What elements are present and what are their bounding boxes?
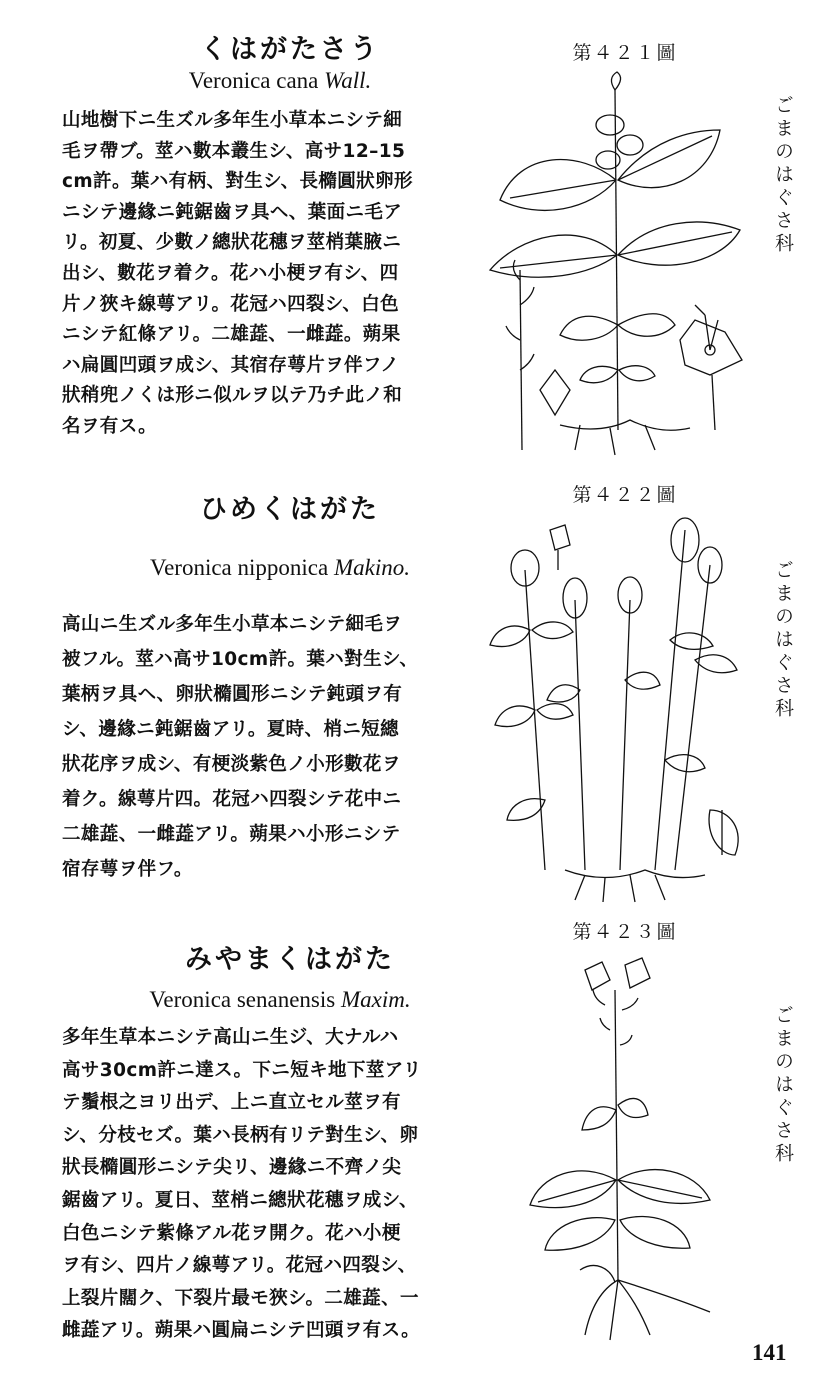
fig422-stem [620,600,630,870]
fig423-leaf [545,1218,615,1251]
figure-423-plant-illustration [510,950,740,1350]
fig423-leaf [620,1216,690,1248]
entry-2-latin-name [60,553,500,583]
fig422-stem [675,565,710,870]
entry-2-latin-author: Makino. [333,555,410,580]
fig422-stem [575,600,585,870]
entry-3-family-label: ごまのはぐさ科 [772,1005,794,1166]
page-number: 141 [752,1340,787,1365]
entry-1-latin-author: Wall. [324,68,372,93]
fig423-leaf [618,1170,710,1204]
fig422-capsule-detail [709,810,738,855]
entry-1-figure-label: 第４２１圖 [572,42,678,64]
entry-1-latin-species: Veronica cana [188,68,319,93]
fig423-leaf [582,1107,616,1130]
fig421-leaf [618,130,720,188]
entry-2-description: 高山ニ生ズル多年生小草本ニシテ細毛ヲ 被フル。莖ハ高サ10cm許。葉ハ對生シ、 葉柄ヲ具ヘ、卵狀橢圓形ニシテ鈍頭ヲ有 シ、邊緣ニ鈍鋸齒アリ。夏時、梢ニ短總 狀花序ヲ成シ、有梗淡紫色ノ小形數花ヲ 着ク。線萼片四。花冠ハ四裂シテ花中ニ 二雄蕋、一雌蕋アリ。蒴果ハ小形ニシテ 宿存萼ヲ伴フ。 [62,614,419,880]
fig423-flower [625,958,650,988]
fig421-leaf [618,222,740,265]
fig423-stem [615,990,618,1280]
fig421-leaf [500,160,616,211]
fig422-flower-detail [550,525,570,550]
entry-2-family-label: ごまのはぐさ科 [772,560,794,721]
entry-3-latin-name [60,985,500,1015]
fig423-leaf [530,1171,616,1208]
fig421-leaf [490,235,617,277]
entry-1-family-label: ごまのはぐさ科 [772,95,794,256]
entry-2-jp-name: ひめくはがた [200,494,380,525]
entry-3-figure-label: 第４２３圖 [572,921,678,943]
entry-2-figure-label: 第４２２圖 [572,484,678,506]
entry-1-latin-name [60,66,500,96]
entry-3-description: 多年生草本ニシテ高山ニ生ジ、大ナルハ 高サ30cm許ニ達ス。下ニ短キ地下莖アリ テ鬚根之ヨリ出デ、上ニ直立セル莖ヲ有 シ、分枝セズ。葉ハ長柄有リテ對生シ、卵 狀長橢圓形ニシテ尖リ、邊緣ニ不齊ノ尖 鋸齒アリ。夏日、莖梢ニ總狀花穗ヲ成シ、 白色ニシテ紫條アル花ヲ開ク。花ハ小梗 ヲ有シ、四片ノ線萼アリ。花冠ハ四裂シ、 上裂片闊ク、下裂片最モ狹シ。二雄蕋、一 雌蕋アリ。蒴果ハ圓扁ニシテ凹頭ヲ有ス。 [62,1027,422,1342]
figure-421-plant-illustration [480,70,760,460]
entry-3-latin-author: Maxim. [340,987,411,1012]
fig423-flower [585,962,610,990]
figure-422-plant-illustration [485,510,760,905]
entry-3-jp-name: みやまくはがた [185,944,395,975]
entry-1-description: 山地樹下ニ生ズル多年生小草本ニシテ細 毛ヲ帶ブ。莖ハ數本叢生シ、高サ12–15 cm許。葉ハ有柄、對生シ、長橢圓狀卵形 ニシテ邊緣ニ鈍鋸齒ヲ具ヘ、葉面ニ毛ア リ。初夏、少數ノ總狀花穗ヲ莖梢葉腋ニ 出シ、數花ヲ着ク。花ハ小梗ヲ有シ、四 片ノ狹キ線萼アリ。花冠ハ四裂シ、白色 ニシテ紅條アリ。二雄蕋、一雌蕋。蒴果 ハ扁圓凹頭ヲ成シ、其宿存萼片ヲ伴フノ 狀稍兜ノくは形ニ似ルヲ以テ乃チ此ノ和 名ヲ有ス。 [62,110,413,437]
entry-2-latin-species: Veronica nipponica [150,555,329,580]
entry-1-jp-name: くはがたさう [200,34,380,65]
entry-3-latin-species: Veronica senanensis [149,987,336,1012]
fig423-leaf [618,1098,648,1117]
